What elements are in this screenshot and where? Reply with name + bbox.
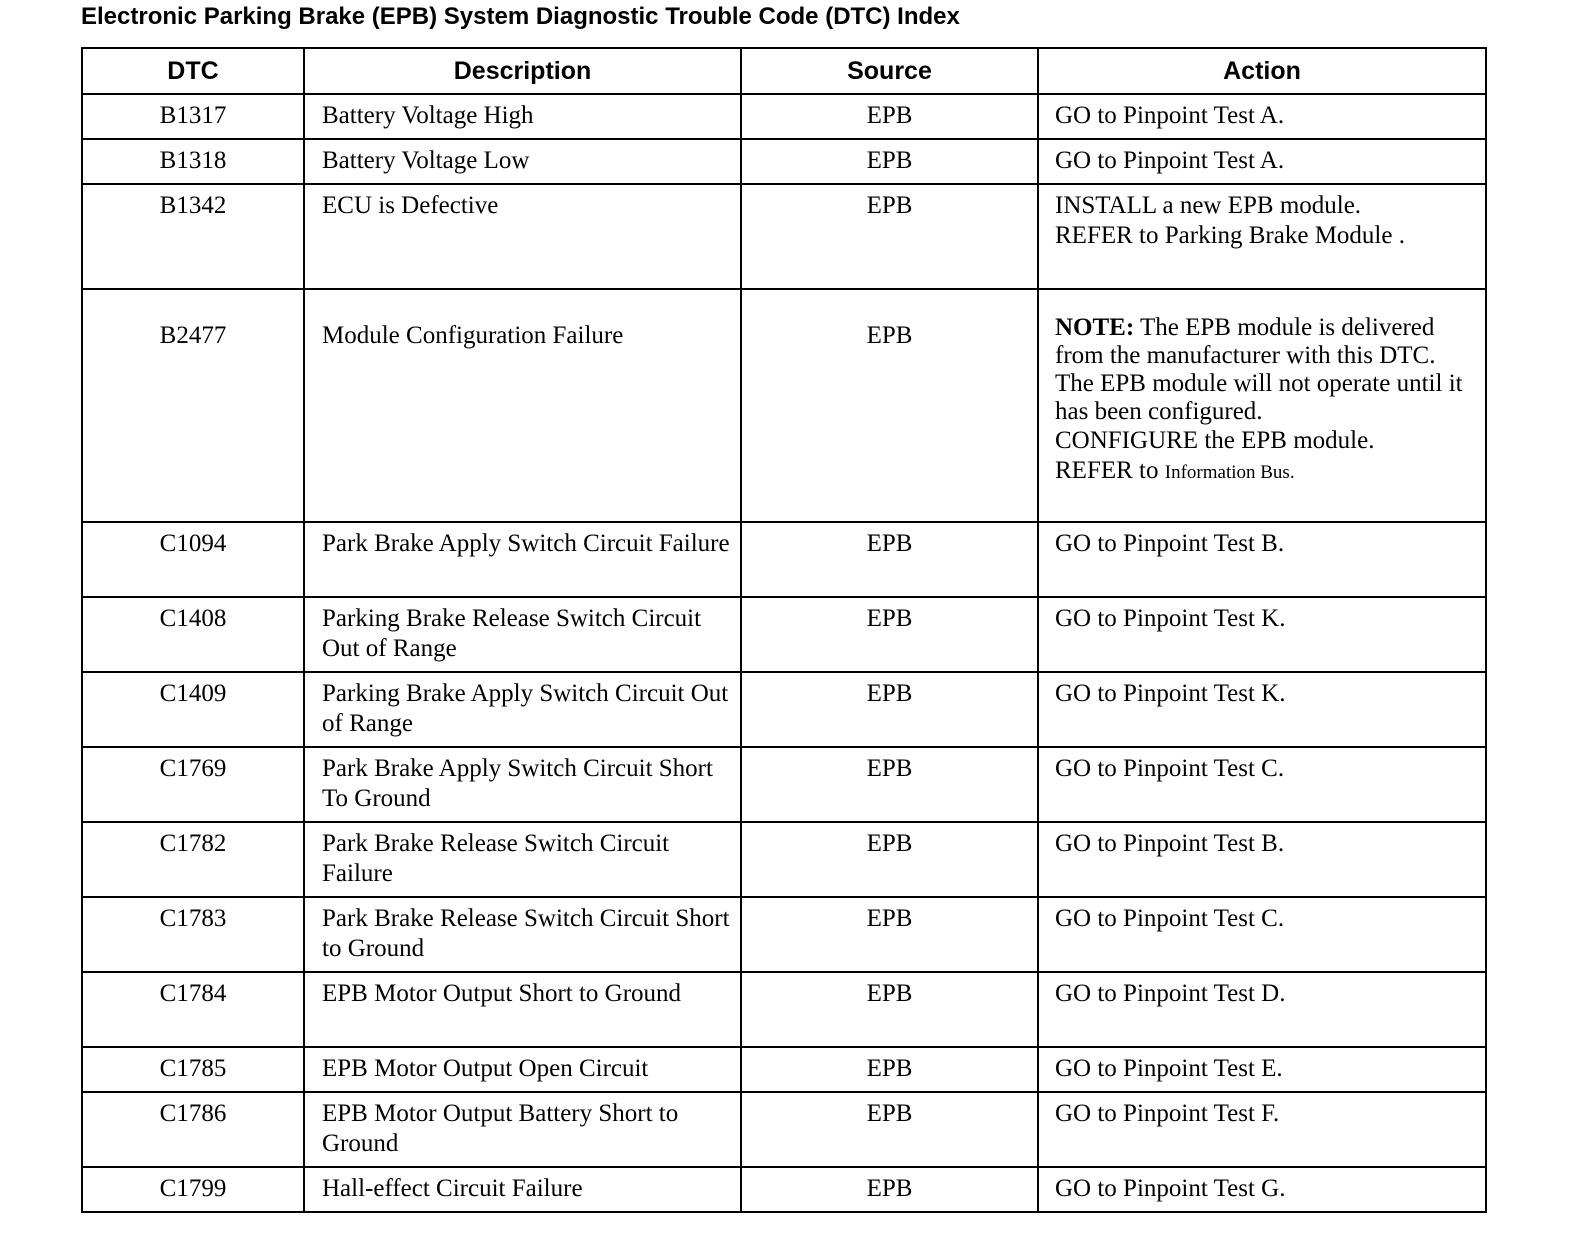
action-line: REFER to Parking Brake Module . bbox=[1055, 222, 1405, 249]
table-row bbox=[82, 1092, 1486, 1167]
dtc-action: GO to Pinpoint Test A. bbox=[1038, 94, 1486, 139]
dtc-source: EPB bbox=[741, 94, 1038, 139]
refer-prefix: REFER to bbox=[1055, 457, 1159, 484]
dtc-source: EPB bbox=[741, 289, 1038, 522]
dtc-source: EPB bbox=[741, 597, 1038, 672]
dtc-source: EPB bbox=[741, 184, 1038, 289]
table-row bbox=[82, 184, 1486, 289]
page-title: Electronic Parking Brake (EPB) System Diagnostic Trouble Code (DTC) Index bbox=[81, 3, 960, 30]
dtc-code: B1317 bbox=[82, 94, 304, 139]
dtc-source: EPB bbox=[741, 139, 1038, 184]
dtc-description: Module Configuration Failure bbox=[304, 289, 741, 522]
dtc-action: GO to Pinpoint Test K. bbox=[1038, 672, 1486, 747]
table-row bbox=[82, 747, 1486, 822]
dtc-action: GO to Pinpoint Test E. bbox=[1038, 1047, 1486, 1092]
dtc-code: C1408 bbox=[82, 597, 304, 672]
dtc-description: Park Brake Apply Switch Circuit Short To Ground bbox=[304, 747, 741, 822]
dtc-code: C1409 bbox=[82, 672, 304, 747]
dtc-action bbox=[1038, 289, 1486, 522]
dtc-action: GO to Pinpoint Test A. bbox=[1038, 139, 1486, 184]
table-row bbox=[82, 597, 1486, 672]
table-row bbox=[82, 139, 1486, 184]
dtc-action: GO to Pinpoint Test D. bbox=[1038, 972, 1486, 1047]
action-line bbox=[1055, 456, 1479, 488]
dtc-code: C1784 bbox=[82, 972, 304, 1047]
dtc-code: C1782 bbox=[82, 822, 304, 897]
action-line: INSTALL a new EPB module. bbox=[1055, 192, 1362, 219]
table-row bbox=[82, 897, 1486, 972]
dtc-code: C1094 bbox=[82, 522, 304, 597]
dtc-description: Hall-effect Circuit Failure bbox=[304, 1167, 741, 1212]
dtc-description: Parking Brake Apply Switch Circuit Out of Range bbox=[304, 672, 741, 747]
table-row bbox=[82, 822, 1486, 897]
note-block bbox=[1055, 314, 1479, 426]
dtc-action: GO to Pinpoint Test G. bbox=[1038, 1167, 1486, 1212]
dtc-source: EPB bbox=[741, 1167, 1038, 1212]
dtc-index-table bbox=[81, 47, 1487, 1213]
column-header-source: Source bbox=[741, 48, 1038, 94]
dtc-code: C1799 bbox=[82, 1167, 304, 1212]
dtc-code: C1786 bbox=[82, 1092, 304, 1167]
table-row bbox=[82, 972, 1486, 1047]
dtc-action: GO to Pinpoint Test C. bbox=[1038, 747, 1486, 822]
table-row bbox=[82, 1167, 1486, 1212]
dtc-action: GO to Pinpoint Test K. bbox=[1038, 597, 1486, 672]
note-label: NOTE: bbox=[1055, 314, 1135, 341]
table-header-row bbox=[82, 48, 1486, 94]
table-row bbox=[82, 672, 1486, 747]
dtc-code: B1342 bbox=[82, 184, 304, 289]
dtc-description: ECU is Defective bbox=[304, 184, 741, 289]
dtc-description: EPB Motor Output Open Circuit bbox=[304, 1047, 741, 1092]
dtc-description: EPB Motor Output Battery Short to Ground bbox=[304, 1092, 741, 1167]
column-header-description: Description bbox=[304, 48, 741, 94]
action-line: CONFIGURE the EPB module. bbox=[1055, 427, 1375, 454]
dtc-description: Parking Brake Release Switch Circuit Out of Range bbox=[304, 597, 741, 672]
dtc-description: Park Brake Apply Switch Circuit Failure bbox=[304, 522, 741, 597]
dtc-source: EPB bbox=[741, 897, 1038, 972]
table-row bbox=[82, 94, 1486, 139]
dtc-code: B1318 bbox=[82, 139, 304, 184]
column-header-action: Action bbox=[1038, 48, 1486, 94]
dtc-action: GO to Pinpoint Test F. bbox=[1038, 1092, 1486, 1167]
dtc-source: EPB bbox=[741, 672, 1038, 747]
dtc-source: EPB bbox=[741, 1092, 1038, 1167]
dtc-description: Park Brake Release Switch Circuit Short to Ground bbox=[304, 897, 741, 972]
column-header-dtc: DTC bbox=[82, 48, 304, 94]
dtc-description: EPB Motor Output Short to Ground bbox=[304, 972, 741, 1047]
dtc-action: GO to Pinpoint Test B. bbox=[1038, 822, 1486, 897]
dtc-source: EPB bbox=[741, 822, 1038, 897]
dtc-action: GO to Pinpoint Test B. bbox=[1038, 522, 1486, 597]
dtc-description: Park Brake Release Switch Circuit Failure bbox=[304, 822, 741, 897]
table-row bbox=[82, 289, 1486, 522]
refer-link[interactable]: Information Bus. bbox=[1164, 462, 1295, 483]
note-text: The EPB module is delivered from the manufacturer with this DTC. The EPB module will not operate until it has been configured. bbox=[1055, 314, 1463, 425]
dtc-action: GO to Pinpoint Test C. bbox=[1038, 897, 1486, 972]
dtc-source: EPB bbox=[741, 747, 1038, 822]
dtc-action bbox=[1038, 184, 1486, 289]
dtc-code: B2477 bbox=[82, 289, 304, 522]
dtc-code: C1783 bbox=[82, 897, 304, 972]
dtc-code: C1785 bbox=[82, 1047, 304, 1092]
dtc-source: EPB bbox=[741, 522, 1038, 597]
dtc-code: C1769 bbox=[82, 747, 304, 822]
table-row bbox=[82, 522, 1486, 597]
dtc-source: EPB bbox=[741, 1047, 1038, 1092]
dtc-description: Battery Voltage Low bbox=[304, 139, 741, 184]
table-row bbox=[82, 1047, 1486, 1092]
dtc-source: EPB bbox=[741, 972, 1038, 1047]
dtc-description: Battery Voltage High bbox=[304, 94, 741, 139]
